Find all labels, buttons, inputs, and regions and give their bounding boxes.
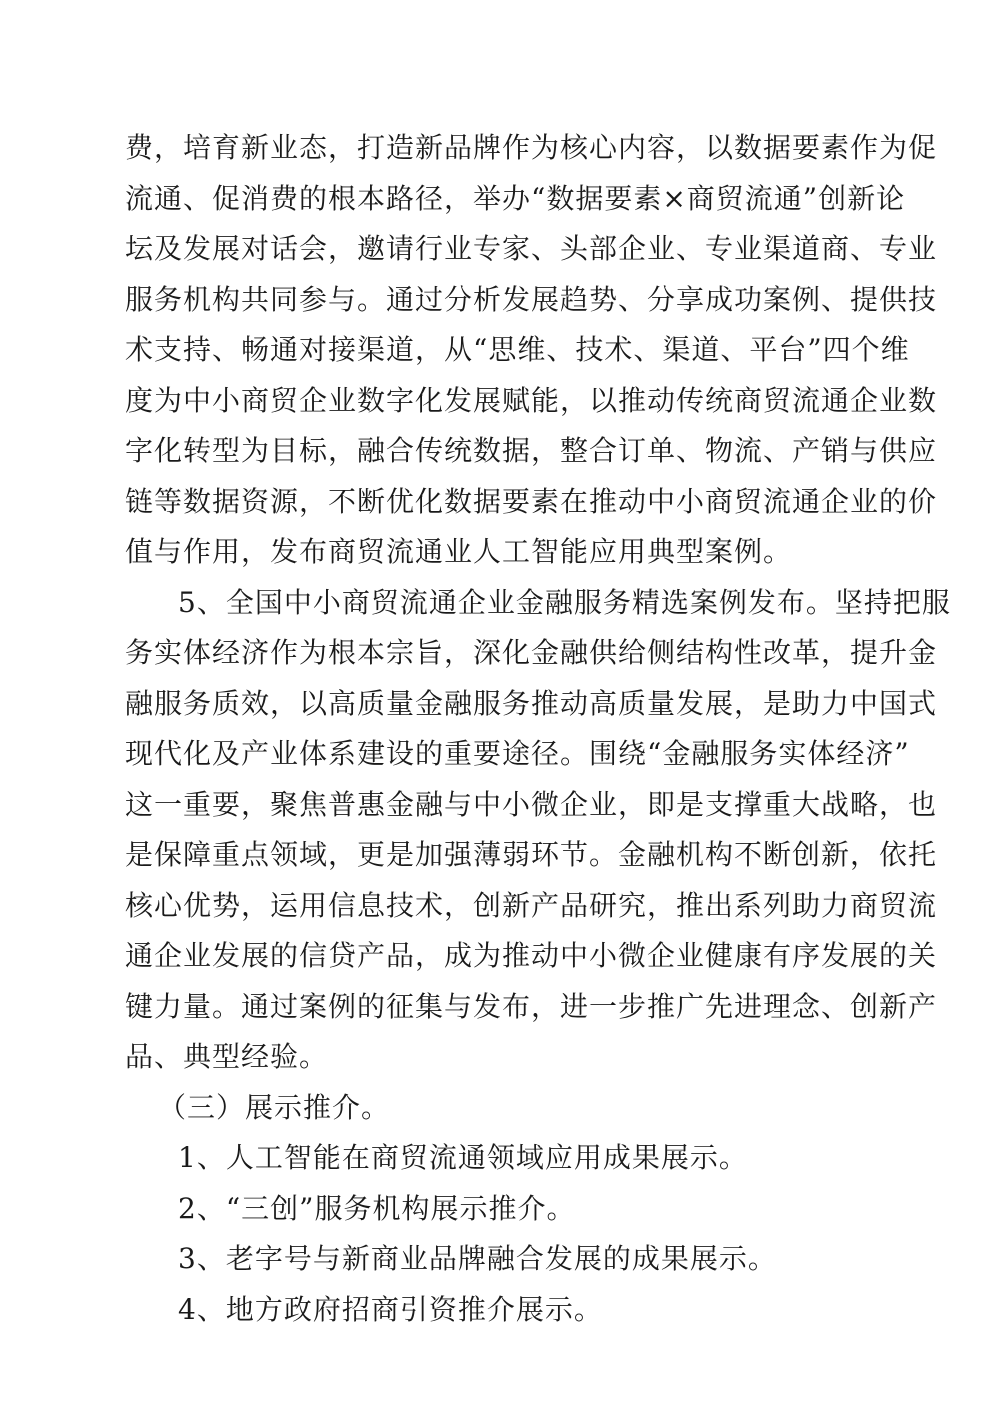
paragraph-line: 流通、促消费的根本路径，举办“数据要素×商贸流通”创新论 <box>125 182 906 215</box>
list-item: 3、老字号与新商业品牌融合发展的成果展示。 <box>178 1242 777 1275</box>
paragraph-line: 现代化及产业体系建设的重要途径。围绕“金融服务实体经济” <box>125 737 910 770</box>
paragraph-line: 值与作用，发布商贸流通业人工智能应用典型案例。 <box>125 535 793 568</box>
list-item: 1、人工智能在商贸流通领域应用成果展示。 <box>178 1141 748 1174</box>
paragraph-line: 这一重要，聚焦普惠金融与中小微企业，即是支撑重大战略，也 <box>125 788 938 821</box>
paragraph-line: 费，培育新业态，打造新品牌作为核心内容，以数据要素作为促 <box>125 131 938 164</box>
list-item: 2、“三创”服务机构展示推介。 <box>178 1192 576 1225</box>
paragraph-line: 键力量。通过案例的征集与发布，进一步推广先进理念、创新产 <box>125 990 938 1023</box>
section-heading: （三）展示推介。 <box>158 1091 391 1124</box>
paragraph-line: 服务机构共同参与。通过分析发展趋势、分享成功案例、提供技 <box>125 283 938 316</box>
paragraph-line: 链等数据资源，不断优化数据要素在推动中小商贸流通企业的价 <box>125 485 938 518</box>
paragraph-line: 术支持、畅通对接渠道，从“思维、技术、渠道、平台”四个维 <box>125 333 910 366</box>
paragraph-line: 务实体经济作为根本宗旨，深化金融供给侧结构性改革，提升金 <box>125 636 938 669</box>
paragraph-line: 坛及发展对话会，邀请行业专家、头部企业、专业渠道商、专业 <box>125 232 938 265</box>
paragraph-line: 品、典型经验。 <box>125 1040 329 1073</box>
paragraph-5-first-line: 5、全国中小商贸流通企业金融服务精选案例发布。坚持把服 <box>178 586 951 619</box>
paragraph-line: 核心优势，运用信息技术，创新产品研究，推出系列助力商贸流 <box>125 889 938 922</box>
paragraph-line: 是保障重点领域，更是加强薄弱环节。金融机构不断创新，依托 <box>125 838 938 871</box>
paragraph-line: 度为中小商贸企业数字化发展赋能，以推动传统商贸流通企业数 <box>125 384 938 417</box>
paragraph-line: 融服务质效，以高质量金融服务推动高质量发展，是助力中国式 <box>125 687 938 720</box>
paragraph-line: 通企业发展的信贷产品，成为推动中小微企业健康有序发展的关 <box>125 939 938 972</box>
paragraph-line: 字化转型为目标，融合传统数据，整合订单、物流、产销与供应 <box>125 434 938 467</box>
list-item: 4、地方政府招商引资推介展示。 <box>178 1293 603 1326</box>
